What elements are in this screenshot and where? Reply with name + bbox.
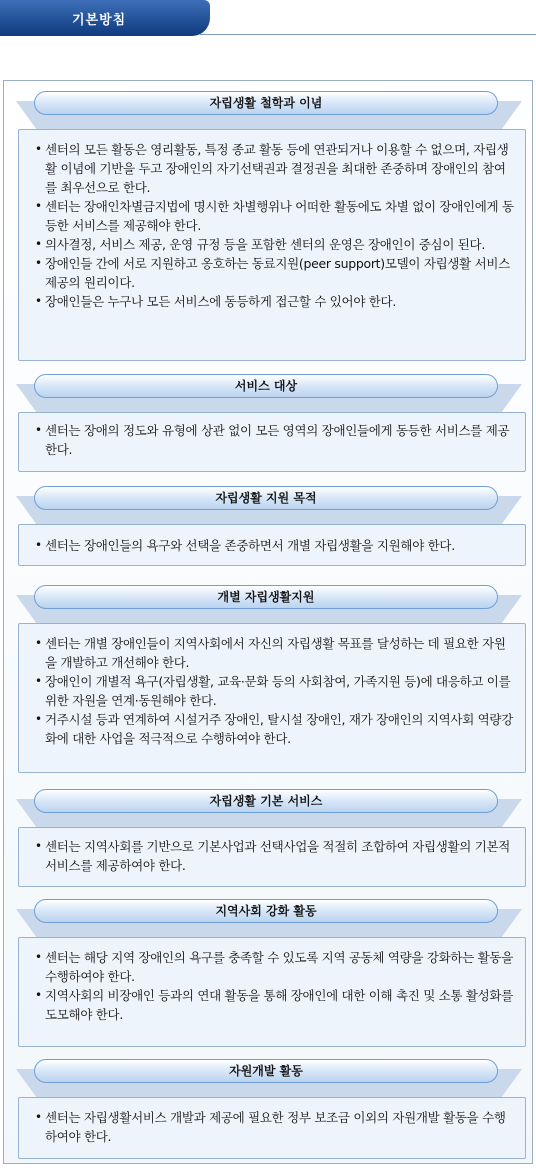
policy-frame — [3, 80, 533, 1164]
section-content-box — [18, 827, 526, 887]
list-item: • 장애인들 간에 서로 지원하고 옹호하는 동료지원(peer support)모델이 자립생활 서비스 제공의 원리이다. — [45, 254, 517, 292]
section-title: 자립생활 기본 서비스 — [34, 789, 498, 813]
list-item: • 센터의 모든 활동은 영리활동, 특정 종교 활동 등에 연관되거나 이용할 수 없으며, 자립생활 이념에 기반을 두고 장애인의 자기선택권과 결정권을 최대한 존중하며 장애인의 참여를 최우선으로 한다. — [45, 140, 517, 197]
bullet-list — [29, 948, 517, 1024]
bullet-list — [29, 140, 517, 311]
section-content-box — [18, 129, 526, 361]
list-item: • 센터는 장애의 정도와 유형에 상관 없이 모든 영역의 장애인들에게 동등한 서비스를 제공한다. — [45, 421, 517, 459]
header-divider — [200, 34, 536, 35]
section-title: 자립생활 철학과 이념 — [34, 91, 498, 115]
page-title: 기본방침 — [72, 13, 127, 28]
list-item: • 의사결정, 서비스 제공, 운영 규정 등을 포함한 센터의 운영은 장애인이 중심이 된다. — [45, 235, 517, 254]
list-item: • 센터는 개별 장애인들이 지역사회에서 자신의 자립생활 목표를 달성하는 데 필요한 자원을 개발하고 개선해야 한다. — [45, 634, 517, 672]
section-content-box — [18, 937, 526, 1047]
section-title: 서비스 대상 — [34, 374, 498, 398]
list-item: • 장애인이 개별적 욕구(자립생활, 교육·문화 등의 사회참여, 가족지원 등)에 대응하고 이를 위한 자원을 연계·동원해야 한다. — [45, 672, 517, 710]
bullet-list — [29, 1108, 517, 1146]
bullet-list — [29, 634, 517, 748]
section-content-box — [18, 412, 526, 472]
list-item: • 지역사회의 비장애인 등과의 연대 활동을 통해 장애인에 대한 이해 촉진 및 소통 활성화를 도모해야 한다. — [45, 986, 517, 1024]
section-content-box — [18, 1097, 526, 1159]
list-item: • 센터는 지역사회를 기반으로 기본사업과 선택사업을 적절히 조합하여 자립생활의 기본적 서비스를 제공하여야 한다. — [45, 837, 517, 875]
section-content-box — [18, 623, 526, 773]
section-title: 자원개발 활동 — [34, 1059, 498, 1083]
bullet-list — [29, 421, 517, 459]
section-content-box — [18, 524, 526, 566]
bullet-list — [29, 837, 517, 875]
list-item: • 센터는 해당 지역 장애인의 욕구를 충족할 수 있도록 지역 공동체 역량을 강화하는 활동을 수행하여야 한다. — [45, 948, 517, 986]
section-title: 지역사회 강화 활동 — [34, 899, 498, 923]
section-title: 개별 자립생활지원 — [34, 585, 498, 609]
list-item: • 장애인들은 누구나 모든 서비스에 동등하게 접근할 수 있어야 한다. — [45, 292, 517, 311]
list-item: • 센터는 장애인들의 욕구와 선택을 존중하면서 개별 자립생활을 지원해야 한다. — [45, 536, 517, 555]
header-tab — [0, 0, 210, 36]
list-item: • 센터는 자립생활서비스 개발과 제공에 필요한 정부 보조금 이외의 자원개발 활동을 수행하여야 한다. — [45, 1108, 517, 1146]
section-title: 자립생활 지원 목적 — [34, 486, 498, 510]
list-item: • 센터는 장애인차별금지법에 명시한 차별행위나 어떠한 활동에도 차별 없이 장애인에게 동등한 서비스를 제공해야 한다. — [45, 197, 517, 235]
bullet-list — [29, 536, 517, 555]
list-item: • 거주시설 등과 연계하여 시설거주 장애인, 탈시설 장애인, 재가 장애인의 지역사회 역량강화에 대한 사업을 적극적으로 수행하여야 한다. — [45, 710, 517, 748]
